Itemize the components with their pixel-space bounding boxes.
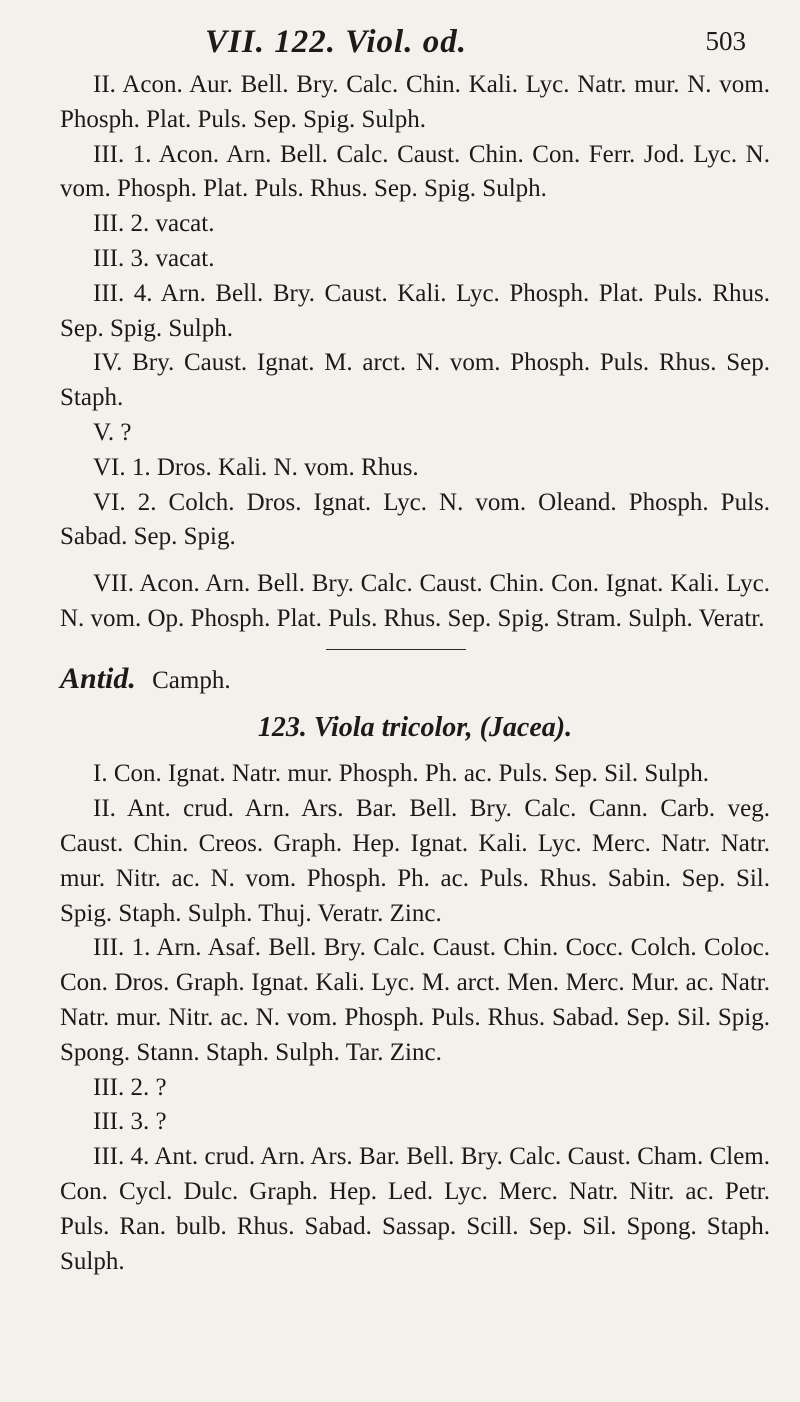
paragraph-III-4: III. 4. Arn. Bell. Bry. Caust. Kali. Lyc. Phosph. Plat. Puls. Rhus. Sep. Spig. Sulph. [60, 279, 770, 342]
running-header [205, 24, 746, 64]
paragraph-III-2: III. 2. vacat. [93, 210, 215, 238]
section-paragraph-II: II. Ant. crud. Arn. Ars. Bar. Bell. Bry. Calc. Cann. Carb. veg. Caust. Chin. Creos. Graph. Hep. Ignat. Kali. Lyc. Merc. Natr. Natr. mur. Nitr. ac. N. vom. Phosph. Ph. ac. Puls. Rhus. Sabin. Sep. Sil. Spig. Staph. Sulph. Thuj. Veratr. Zinc. [60, 795, 770, 927]
page-body [60, 68, 770, 1279]
spacer [60, 745, 770, 757]
section-paragraph-III-2: III. 2. ? [93, 1073, 167, 1101]
section-paragraph-III-1: III. 1. Arn. Asaf. Bell. Bry. Calc. Caust. Chin. Cocc. Colch. Coloc. Con. Dros. Graph. Ignat. Kali. Lyc. M. arct. Men. Merc. Mur. ac. Natr. Natr. mur. Nitr. ac. N. vom. Phosph. Puls. Rhus. Sabad. Sep. Sil. Spig. Spong. Stann. Staph. Sulph. Tar. Zinc. [60, 934, 770, 1066]
antidote-line [60, 662, 770, 699]
paragraph-VI-1: VI. 1. Dros. Kali. N. vom. Rhus. [93, 453, 419, 481]
paragraph-IV: IV. Bry. Caust. Ignat. M. arct. N. vom. Phosph. Puls. Rhus. Sep. Staph. [60, 349, 770, 412]
section-paragraph-III-4: III. 4. Ant. crud. Arn. Ars. Bar. Bell. Bry. Calc. Caust. Cham. Clem. Con. Cycl. Dulc. Graph. Hep. Led. Lyc. Merc. Natr. Nitr. ac. Petr. Puls. Ran. bulb. Rhus. Sabad. Sassap. Scill. Sep. Sil. Spong. Staph. Sulph. [60, 1143, 770, 1275]
paragraph-VI-2: VI. 2. Colch. Dros. Ignat. Lyc. N. vom. Oleand. Phosph. Puls. Sabad. Sep. Spig. [60, 488, 770, 551]
section-paragraph-I: I. Con. Ignat. Natr. mur. Phosph. Ph. ac. Puls. Sep. Sil. Sulph. [93, 760, 710, 788]
header-title: VII. 122. Viol. od. [205, 24, 467, 60]
paragraph-II: II. Acon. Aur. Bell. Bry. Calc. Chin. Kali. Lyc. Natr. mur. N. vom. Phosph. Plat. Puls. Sep. Spig. Sulph. [60, 71, 770, 133]
paragraph-V: V. ? [93, 418, 132, 446]
paragraph-III-3: III. 3. vacat. [93, 244, 215, 272]
paragraph-III-1: III. 1. Acon. Arn. Bell. Calc. Caust. Chin. Con. Ferr. Jod. Lyc. N. vom. Phosph. Plat. Puls. Rhus. Sep. Spig. Sulph. [60, 140, 770, 203]
antidote-text: Camph. [152, 666, 231, 694]
spacer [60, 699, 770, 711]
spacer [60, 650, 770, 662]
section-heading: 123. Viola tricolor, (Jacea). [257, 711, 573, 743]
antidote-label: Antid. [60, 661, 136, 695]
paragraph-VII: VII. Acon. Arn. Bell. Bry. Calc. Caust. Chin. Con. Ignat. Kali. Lyc. N. vom. Op. Phosph. Plat. Puls. Rhus. Sep. Spig. Stram. Sulph. Veratr. [60, 570, 770, 632]
spacer [60, 637, 770, 649]
section-paragraph-III-3: III. 3. ? [93, 1108, 167, 1136]
spacer [60, 555, 770, 567]
page-number: 503 [705, 26, 746, 56]
